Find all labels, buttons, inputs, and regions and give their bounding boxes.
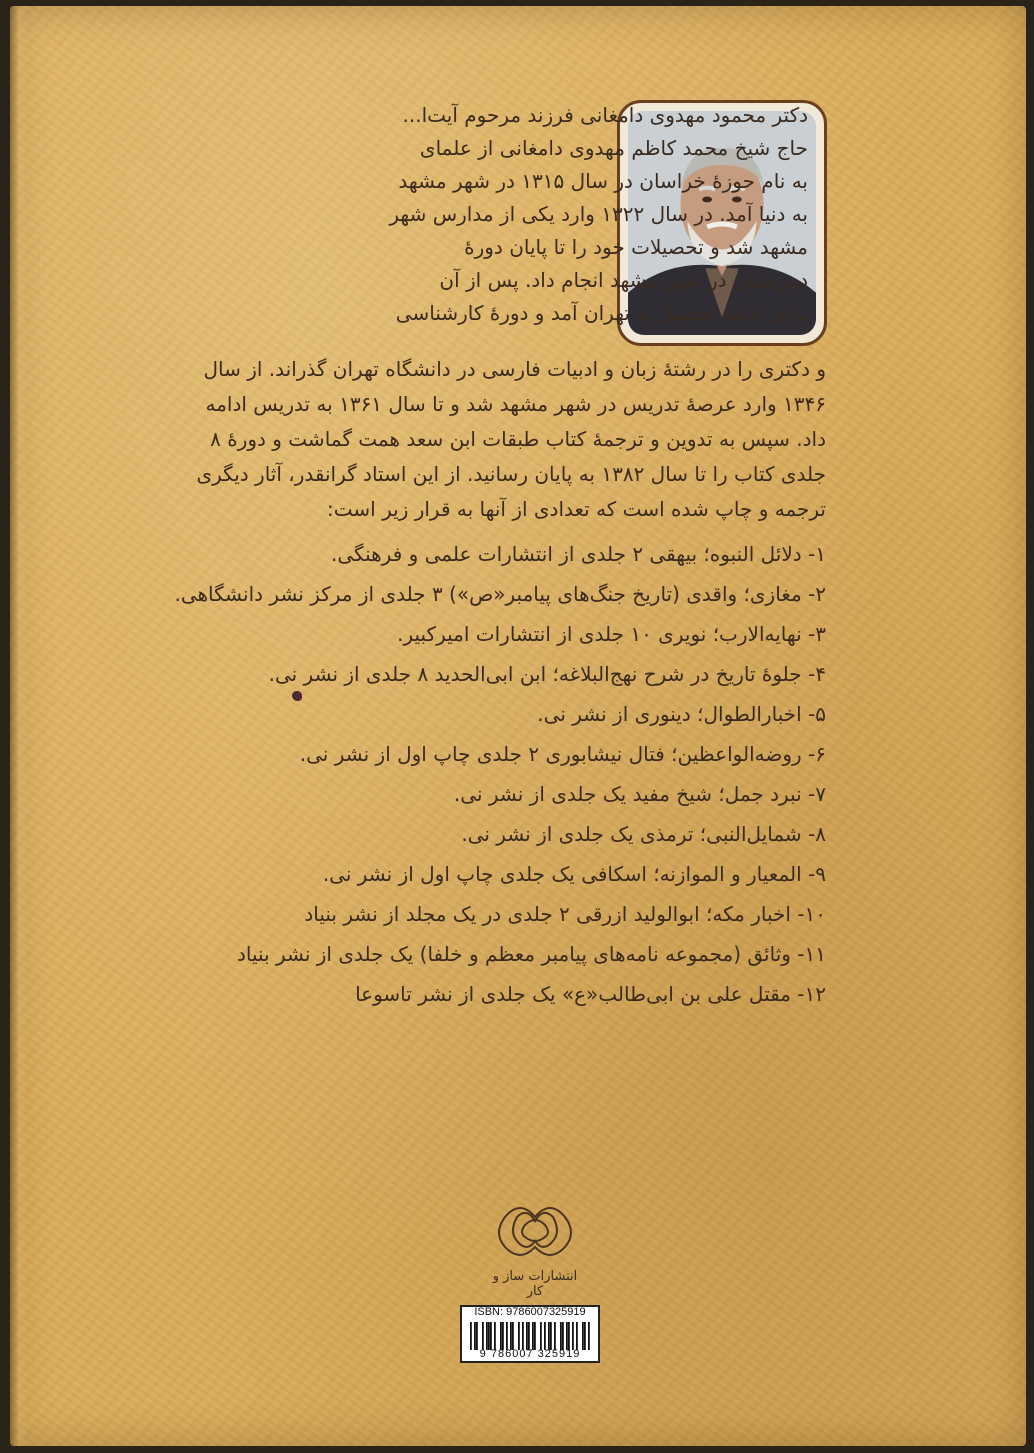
works-list-item: ۹- المعیار و الموازنه؛ اسکافی یک جلدی چاپ اول از نشر نی. bbox=[322, 862, 826, 886]
barcode bbox=[470, 1322, 590, 1350]
works-list-item: ۱۰- اخبار مکه؛ ابوالولید ازرقی ۲ جلدی در یک مجلد از نشر بنیاد bbox=[304, 902, 826, 926]
publisher-name: انتشارات ساز و کار bbox=[492, 1269, 578, 1299]
works-list-item: ۶- روضه‌الواعظین؛ فتال نیشابوری ۲ جلدی چاپ اول از نشر نی. bbox=[299, 742, 826, 766]
barcode-digits: 9 786007 325919 bbox=[479, 1348, 581, 1360]
works-list-item: ۴- جلوهٔ تاریخ در شرح نهج‌البلاغه؛ ابن ابی‌الحدید ۸ جلدی از نشر نی. bbox=[268, 662, 826, 686]
ink-spot bbox=[292, 691, 302, 701]
bio-intro-line: دبیرستان در شهر مشهد انجام داد. پس از آن bbox=[439, 268, 808, 292]
bio-body-line: و دکتری را در رشتهٔ زبان و ادبیات فارسی در دانشگاه تهران گذراند. از سال bbox=[203, 357, 826, 381]
bio-intro-line: به نام حوزهٔ خراسان در سال ۱۳۱۵ در شهر مشهد bbox=[398, 169, 808, 193]
bio-intro-line: برای ادامهٔ تحصیل به تهران آمد و دورهٔ کارشناسی bbox=[395, 301, 808, 325]
works-list-item: ۱۱- وثائق (مجموعه نامه‌های پیامبر معظم و خلفا) یک جلدی از نشر بنیاد bbox=[236, 942, 826, 966]
publisher-logo bbox=[490, 1197, 580, 1297]
bio-body-line: ۱۳۴۶ وارد عرصهٔ تدریس در شهر مشهد شد و تا سال ۱۳۶۱ به تدریس ادامه bbox=[205, 392, 826, 416]
publisher-knot-icon bbox=[495, 1197, 575, 1267]
works-list-item: ۱۲- مقتل علی بن ابی‌طالب«ع» یک جلدی از نشر تاسوعا bbox=[355, 982, 826, 1006]
bio-intro-line: به دنیا آمد. در سال ۱۳۲۲ وارد یکی از مدارس شهر bbox=[389, 202, 808, 226]
works-list-item: ۷- نبرد جمل؛ شیخ مفید یک جلدی از نشر نی. bbox=[453, 782, 826, 806]
works-list-item: ۵- اخبارالطوال؛ دینوری از نشر نی. bbox=[537, 702, 826, 726]
bio-intro-line: دکتر محمود مهدوی دامغانی فرزند مرحوم آیت‌ا... bbox=[402, 103, 808, 127]
bio-body-line: جلدی کتاب را تا سال ۱۳۸۲ به پایان رسانید. از این استاد گرانقدر، آثار دیگری bbox=[196, 462, 826, 486]
works-list-item: ۸- شمایل‌النبی؛ ترمذی یک جلدی از نشر نی. bbox=[461, 822, 826, 846]
bio-intro-line: حاج شیخ محمد کاظم مهدوی دامغانی از علمای bbox=[419, 136, 808, 160]
works-list-item: ۲- مغازی؛ واقدی (تاریخ جنگ‌های پیامبر«ص») ۳ جلدی از مرکز نشر دانشگاهی. bbox=[174, 582, 826, 606]
isbn-label: ISBN: 9786007325919 bbox=[474, 1306, 586, 1318]
bio-body-line: داد. سپس به تدوین و ترجمهٔ کتاب طبقات ابن سعد همت گماشت و دورهٔ ۸ bbox=[210, 427, 826, 451]
bio-body-line: ترجمه و چاپ شده است که تعدادی از آنها به قرار زیر است: bbox=[327, 497, 826, 521]
works-list-item: ۱- دلائل النبوه؛ بیهقی ۲ جلدی از انتشارات علمی و فرهنگی. bbox=[331, 542, 826, 566]
spine-edge bbox=[10, 6, 28, 1446]
bio-intro-line: مشهد شد و تحصیلات خود را تا پایان دورهٔ bbox=[464, 235, 808, 259]
works-list-item: ۳- نهایه‌الارب؛ نویری ۱۰ جلدی از انتشارات امیرکبیر. bbox=[397, 622, 826, 646]
